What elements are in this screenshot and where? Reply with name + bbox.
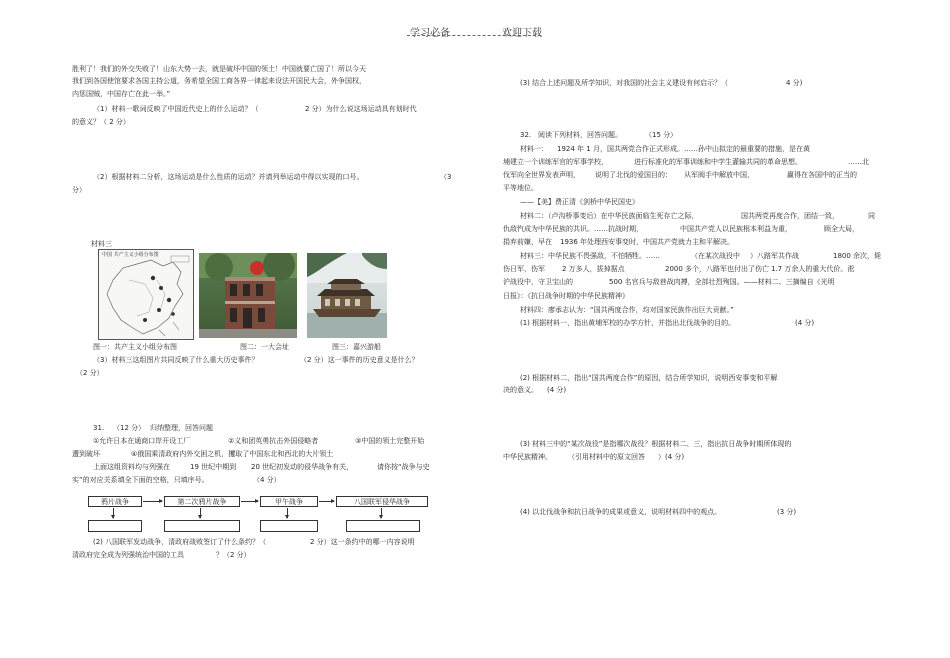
m2-text-6: 顾全大局，: [824, 225, 859, 233]
q31-2-part-b: 2 分）这一条约中的哪一内容说明: [310, 538, 415, 546]
m4-text: 材料四：廖承志认为：“国共两度合作，均对国家民族作出巨大贡献。”: [520, 306, 734, 314]
down-arrow-4: [381, 508, 382, 518]
material3-label: 材料三: [91, 240, 112, 248]
r-q3-part-b: 4 分): [786, 79, 803, 87]
war-box-eight-nation: 八国联军侵华战争: [336, 496, 428, 507]
caption-fig1: 图一：共产主义小组分布图: [93, 343, 177, 351]
answer-box-2[interactable]: [164, 520, 240, 532]
q32-2-part-c: (4 分): [547, 386, 567, 394]
answer-box-4[interactable]: [346, 520, 420, 532]
m3-text-11: 日报》：《抗日战争时期的中华民族精神》: [503, 292, 629, 300]
down-arrow-2: [200, 508, 201, 518]
caption-fig2: 图二：一大会址: [240, 343, 289, 351]
m3-text-10: 500 名官兵与敌巷战肉搏，全部壮烈殉国。——材料二、三摘编自《光明: [609, 278, 835, 286]
m2-text-8: 1936 年处理西安事变时，中国共产党就力主和平解决。: [560, 238, 735, 246]
q31-score: （12 分）: [113, 424, 146, 432]
m3-text-1: 材料三：中华民族不畏强敌，不怕牺牲。……: [520, 252, 660, 260]
m3-text-9: 沪战役中，守卫宝山的: [503, 278, 573, 286]
flow-arrow-1: [143, 501, 162, 502]
m3-text-5: 伤日军，伤军: [503, 265, 545, 273]
m1-text-4: ……北: [848, 158, 869, 166]
q32-4-part-b: (3 分): [777, 508, 797, 516]
m3-text-2: （在某次战役中: [691, 252, 740, 260]
q31-2-part-a: (2) 八国联军发动战争，清政府战败签订了什么条约？（: [93, 538, 267, 546]
m2-text-7: 捐弃前嫌，早在: [503, 238, 552, 246]
boat-photo: [307, 253, 387, 338]
q32-4-part-a: (4) 以北伐战争和抗日战争的成果或意义，说明材料四中的观点。: [520, 508, 722, 516]
q1-part-b: 2 分）为什么说这场运动具有划时代: [305, 105, 417, 113]
q31-item-2: ②义和团英勇抗击外国侵略者: [228, 437, 319, 445]
q32-1-part-b: (4 分): [795, 319, 815, 327]
m3-text-4: 1800 余次，毙: [833, 252, 882, 260]
m3-text-7: 2000 多个，八路军也付出了伤亡: [665, 265, 770, 273]
m1-text-6: 说明了北伐的爱国目的：: [595, 171, 672, 179]
q32-3-part-a: (3) 材料三中的“某次战役”是指哪次战役？根据材料二、三，指出抗日战争时期所体现的: [520, 440, 792, 448]
down-arrow-3: [287, 508, 288, 518]
map-figure: [98, 249, 194, 340]
q31-2-part-c: 清政府完全成为列强统治中国的工具: [72, 551, 184, 559]
q2-part-b: （3: [440, 173, 452, 181]
flow-arrow-2: [241, 501, 258, 502]
answer-box-1[interactable]: [88, 520, 142, 532]
q31-text-c: 20 世纪初发动的侵华战争有关，: [251, 463, 354, 471]
intro-line-1: 胜利了！我们的外交失败了！山东大势一去，就是破坏中国的领土！中国就要亡国了！所以今天: [72, 65, 366, 73]
q2-part-c: 分）: [72, 186, 86, 194]
down-arrow-1: [113, 508, 114, 518]
q31-2-part-d: ？（2 分）: [216, 551, 251, 559]
boat-illustration: [307, 253, 387, 338]
q31-number: 31.: [93, 424, 105, 432]
q31-item-4: ④俄国乘清政府内外交困之机，攫取了中国东北和西北的大片领土: [131, 450, 334, 458]
q31-item-3-cont: 遭到破坏: [72, 450, 100, 458]
q31-text-a: 上面这组资料均与列强在: [93, 463, 170, 471]
m1-text-8: 赢得在各国中的正当的: [787, 171, 857, 179]
q31-title: 归纳整理，回答问题: [150, 424, 213, 432]
source-1: ——【美】费正清《剑桥中华民国史》: [520, 198, 639, 206]
q32-3-part-c: （引用材料中的原文回答: [568, 453, 645, 461]
q3-part-a: （3）材料三这组图片共同反映了什么重大历史事件？: [93, 356, 259, 364]
q3-part-b: （2 分）这一事件的历史意义是什么？: [300, 356, 419, 364]
q31-text-e: 实”的对应关系填全下面的空格，只填序号。: [72, 476, 209, 484]
building-photo: [199, 253, 297, 338]
intro-line-2: 我们到各国使馆要求各国主持公道，务希望全国工商各界一律起来设法开国民大会，外争国权，: [72, 77, 366, 85]
header-divider: [407, 35, 541, 36]
q32-number: 32.: [520, 131, 532, 139]
map-title: 中国 共产主义小组分布图: [102, 252, 159, 258]
q32-3-part-b: 中华民族精神。: [503, 453, 552, 461]
map-outline: [99, 250, 193, 339]
m1-text-9: 平等地位。: [503, 184, 538, 192]
war-box-opium: 鸦片战争: [88, 496, 142, 507]
q3-part-c: （2 分）: [76, 369, 104, 377]
m1-text-3: 进行标准化的军事训练和中学生灌输共同的革命思想。: [634, 158, 802, 166]
q31-item-3: ③中国的领土完整开始: [355, 437, 425, 445]
q32-title: 阅读下列材料，回答问题。: [538, 131, 622, 139]
header-left: 学习必备: [410, 28, 450, 39]
q2-part-a: （2）根据材料二分析，这场运动是什么性质的运动？并请列举运动中得以实现的口号。: [93, 173, 364, 181]
m1-text-7: 从军阀手中解放中国，: [684, 171, 754, 179]
war-box-sino-japanese: 甲午战争: [260, 496, 318, 507]
q31-text-b: 19 世纪中期到: [190, 463, 237, 471]
r-q3-part-a: (3) 结合上述问题及所学知识，对我国的社会主义建设有何启示？（: [520, 79, 729, 87]
m3-text-8: 1.7 万余人的重大代价。淞: [771, 265, 855, 273]
m2-text-3: 同: [868, 212, 875, 220]
q32-score: （15 分）: [645, 131, 678, 139]
q1-part-a: （1）材料一歌词反映了中国近代史上的什么运动？（: [93, 105, 259, 113]
q32-1-part-a: (1) 根据材料一，指出黄埔军校的办学方针，并指出北伐战争的目的。: [520, 319, 736, 327]
m2-text-4: 仇敌忾成为中华民族的共识。……抗战时期，: [503, 225, 643, 233]
war-box-second-opium: 第二次鸦片战争: [164, 496, 240, 507]
q31-item-1: ①允许日本在通商口岸开设工厂: [93, 437, 191, 445]
q31-text-f: （4 分）: [253, 476, 281, 484]
q1-part-c: 的意义？（ 2 分）: [72, 118, 130, 126]
m2-text-5: 中国共产党人以民族根本利益为重，: [680, 225, 792, 233]
m1-label: 材料一：: [520, 145, 548, 153]
m2-text-2: 国共两党再度合作，团结一致，: [741, 212, 839, 220]
m3-text-6: 2 万多人，拔掉据点: [562, 265, 625, 273]
m1-text-5: 伐军向全世界发表声明，: [503, 171, 580, 179]
q32-2-part-a: (2) 根据材料二，指出“国共两度合作”的原因，结合所学知识，说明西安事变和平解: [520, 374, 778, 382]
caption-fig3: 图三：嘉兴游船: [332, 343, 381, 351]
answer-box-3[interactable]: [260, 520, 318, 532]
m2-text-1: 材料二：（卢沟桥事变后）在中华民族面临生死存亡之际，: [520, 212, 699, 220]
m1-text-1: 1924 年 1 月，国共两党合作正式形成。……孙中山拟定的最重要的措施，是在黄: [557, 145, 810, 153]
flow-arrow-3: [319, 501, 334, 502]
q32-3-part-d: ）(4 分): [658, 453, 685, 461]
m3-text-3: ）八路军共作战: [750, 252, 799, 260]
q32-2-part-b: 决的意义。: [503, 386, 538, 394]
intro-line-3: 内惩国贼，中国存亡在此一举。”: [72, 90, 171, 98]
q31-text-d: 请你按“战争与史: [377, 463, 430, 471]
m1-text-2: 埔建立一个训练军官的军事学校，: [503, 158, 608, 166]
header-right: 欢迎下载: [502, 28, 542, 39]
building-illustration: [199, 253, 297, 338]
